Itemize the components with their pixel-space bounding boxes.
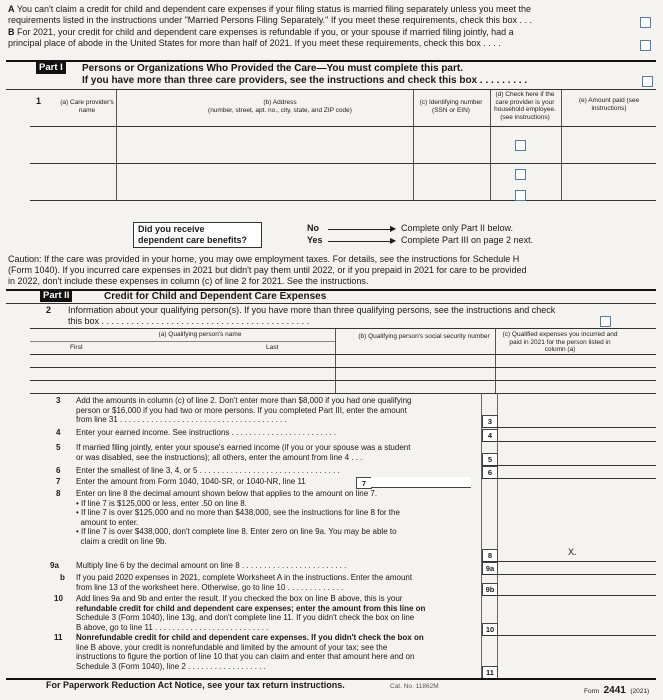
divider bbox=[30, 126, 656, 127]
divider bbox=[482, 478, 656, 479]
divider bbox=[6, 89, 656, 90]
divider bbox=[482, 427, 656, 428]
line6-text: Enter the smallest of line 3, 4, or 5 . . . . . . . . . . . . . . . . . . . . . . . . . . . . . . . . bbox=[76, 466, 340, 475]
line10-text3: Schedule 3 (Form 1040), line 13g, and don't complete line 11. If you didn't check the box on line bbox=[76, 613, 415, 622]
part1-more-providers-checkbox[interactable] bbox=[642, 76, 653, 87]
line9b-text1: If you paid 2020 expenses in 2021, complete Worksheet A in the instructions. Enter the amount bbox=[76, 573, 413, 582]
line5-box-label: 5 bbox=[482, 453, 498, 466]
line-a-text2: requirements listed in the instructions under "Married Persons Filing Separately." If you meet these requirements, check this box bbox=[8, 15, 517, 25]
part1-badge: Part I bbox=[36, 62, 66, 74]
line11-text3: instructions to figure the portion of line 10 that you can claim and enter that amount here and on bbox=[76, 652, 415, 661]
divider bbox=[482, 635, 656, 636]
line3-text2: person or $16,000 if you had two or more persons. If you completed Part III, enter the amount bbox=[76, 405, 407, 415]
col-b-address-title: (b) Address bbox=[263, 99, 297, 106]
col-b-qualifying-person-ssn: (b) Qualifying person's social security number bbox=[358, 333, 490, 340]
caution-text bbox=[8, 254, 658, 287]
divider bbox=[482, 465, 656, 466]
line7-text: Enter the amount from Form 1040, 1040-SR, or 1040-NR, line 11 bbox=[76, 477, 306, 486]
line7-number: 7 bbox=[56, 477, 61, 486]
line6-text1: Enter the smallest of line 3, 4, or 5 bbox=[76, 466, 198, 475]
divider bbox=[490, 90, 491, 200]
line8-bullet3a: • If line 7 is over $438,000, don't complete line 8. Enter zero on line 9a. You may be able to bbox=[76, 527, 397, 536]
line-b-text1: For 2021, your credit for child and dependent care expenses is refundable if you, or your spouse if married filing jointly, had a bbox=[17, 27, 514, 37]
form-number bbox=[584, 680, 649, 698]
line8-text bbox=[76, 489, 476, 546]
divider bbox=[30, 200, 656, 201]
line8-bullet3b: claim a credit on line 9b. bbox=[80, 536, 167, 546]
col-b-address-detail: (number, street, apt. no., city, state, and ZIP code) bbox=[208, 106, 352, 114]
line10-box-label: 10 bbox=[482, 623, 498, 636]
line2-text2: this box bbox=[68, 316, 100, 326]
line-a-label: A bbox=[8, 4, 15, 14]
line3-number: 3 bbox=[56, 396, 61, 405]
arrow-no-line bbox=[328, 229, 394, 230]
line-b-label: B bbox=[8, 27, 15, 37]
col-e-amount-paid: (e) Amount paid (see instructions) bbox=[578, 97, 640, 112]
line11-box-label: 11 bbox=[482, 666, 498, 679]
question-line2: dependent care benefits? bbox=[138, 235, 248, 245]
divider bbox=[413, 90, 414, 200]
line10-number: 10 bbox=[54, 594, 63, 603]
line3-box-label: 3 bbox=[482, 415, 498, 428]
part2-badge: Part II bbox=[40, 290, 72, 302]
line2-number: 2 bbox=[46, 305, 52, 315]
dependent-care-benefits-question bbox=[133, 222, 262, 248]
caution-line3: in 2022, don't include these expenses in column (c) of line 2 for 2021. See the instructions. bbox=[8, 276, 369, 286]
line4-text1: Enter your earned income. See instructions bbox=[76, 428, 230, 437]
provider-row1-household-checkbox[interactable] bbox=[515, 140, 526, 151]
line3-text1: Add the amounts in column (c) of line 2. Don't enter more than $8,000 if you had one qualifying bbox=[76, 396, 412, 405]
line9a-text1: Multiply line 6 by the decimal amount on line 8 bbox=[76, 561, 240, 570]
line10-text4: B above, go to line 11 bbox=[76, 622, 153, 632]
line5-text: If married filing jointly, enter your spouse's earned income (if you or your spouse was a student or was disabled, see the instructions); all others, enter the amount from line 4 . . . bbox=[76, 443, 411, 462]
no-action: Complete only Part II below. bbox=[401, 223, 514, 233]
line10-text: Add lines 9a and 9b and enter the result. If you checked the box on line B above, this is your refundable credit for child and dependent care expenses; enter the amount from this line on Schedule 3 (Form 1040), line 13g, and don't complete line 11. If you didn't check the box on line B above, go to line 11 . . . . . . . . . . . . . . . . . . . . . . . . . . bbox=[76, 594, 426, 632]
col-c-qualified-expenses: (c) Qualified expenses you incurred and paid in 2021 for the person listed in column (a) bbox=[502, 331, 618, 353]
part1-title-line1: Persons or Organizations Who Provided the Care—You must complete this part. bbox=[82, 63, 463, 74]
paperwork-notice: For Paperwork Reduction Act Notice, see your tax return instructions. bbox=[46, 680, 345, 690]
line2-text: Information about your qualifying person(s). If you have more than three qualifying persons, see the instructions and check this box . . . . . . . . . . . . . . . . . . . . . . . . . . . . . . . . . . . . . . . . . . bbox=[68, 305, 556, 326]
line5-text1: If married filing jointly, enter your spouse's earned income (if you or your spouse was a student bbox=[76, 443, 411, 452]
line1-number: 1 bbox=[36, 96, 42, 106]
line8-bullet1: • If line 7 is $125,000 or less, enter .50 on line 8. bbox=[76, 498, 247, 508]
line8-value[interactable]: X. bbox=[568, 547, 577, 557]
form-id: 2441 bbox=[603, 685, 626, 696]
col-a-last: Last bbox=[266, 344, 279, 351]
line5-number: 5 bbox=[56, 443, 61, 452]
line9b-text: If you paid 2020 expenses in 2021, complete Worksheet A in the instructions. Enter the amount from line 13 of the worksheet here. Otherwise, go to line 10 . . . . . . . . . . . . . bbox=[76, 573, 413, 592]
part1-title-line2: If you have more than three care providers, see the instructions and check this box bbox=[82, 75, 478, 86]
divider bbox=[30, 341, 335, 342]
line7-box-label: 7 bbox=[356, 477, 372, 489]
line8-number: 8 bbox=[56, 489, 61, 498]
caution-line2: (Form 1040). If you incurred care expenses in 2021 but didn't pay them until 2022, or if you prepaid in 2021 for care to be provided bbox=[8, 265, 527, 275]
arrow-right-icon: ▶ bbox=[390, 236, 397, 245]
line-a-text1: You can't claim a credit for child and dependent care expenses if your filing status is married filing separately unless you meet the bbox=[16, 4, 532, 14]
line8-box-label: 8 bbox=[482, 549, 498, 562]
col-a-care-provider-name: (a) Care provider's name bbox=[60, 99, 114, 114]
divider bbox=[482, 441, 656, 442]
divider bbox=[30, 393, 656, 394]
divider bbox=[561, 90, 562, 200]
line9a-number: 9a bbox=[50, 561, 59, 570]
divider bbox=[6, 303, 656, 304]
line3-text: Add the amounts in column (c) of line 2. Don't enter more than $8,000 if you had one qualifying person or $16,000 if you had two or more persons. If you completed Part III, enter the amount from line 31 . . . . . . . . . . . . . . . . . . . . . . . . . . . . . . . . . . . . . . bbox=[76, 396, 412, 424]
yes-action: Complete Part III on page 2 next. bbox=[401, 235, 534, 245]
line6-box-label: 6 bbox=[482, 466, 498, 479]
answer-yes: Yes bbox=[307, 235, 323, 245]
line11-text2: line B above, your credit is nonrefundable and limited by the amount of your tax; see the bbox=[76, 642, 388, 652]
line5-text2: or was disabled, see the instructions); all others, enter the amount from line 4 bbox=[76, 452, 350, 462]
form-year: (2021) bbox=[630, 688, 650, 695]
line4-box-label: 4 bbox=[482, 429, 498, 442]
divider bbox=[116, 90, 117, 200]
divider bbox=[30, 367, 656, 368]
col-a-qualifying-person-name: (a) Qualifying person's name bbox=[158, 331, 242, 338]
caution-line1: Caution: If the care was provided in your home, you may owe employment taxes. For details, see the instructions for Schedule H bbox=[8, 254, 520, 264]
line-b: B For 2021, your credit for child and dependent care expenses is refundable if you, or your spouse if married filing jointly, had a principal place of abode in the United States for more than half of 2021. If you meet these requirements, check this box . . . . bbox=[8, 27, 514, 48]
question-line1: Did you receive bbox=[138, 224, 205, 234]
line2-more-persons-checkbox[interactable] bbox=[600, 316, 611, 327]
provider-row2-household-checkbox[interactable] bbox=[515, 169, 526, 180]
line11-text1: Nonrefundable credit for child and dependent care expenses. If you didn't check the box on bbox=[76, 633, 424, 642]
divider bbox=[30, 380, 656, 381]
line7-amount-input[interactable] bbox=[371, 477, 471, 488]
arrow-yes-line bbox=[328, 241, 394, 242]
provider-row3-household-checkbox[interactable] bbox=[515, 190, 526, 201]
line11-text4: Schedule 3 (Form 1040), line 2 bbox=[76, 661, 186, 671]
line11-number: 11 bbox=[54, 633, 63, 642]
line10-text1: Add lines 9a and 9b and enter the result. If you checked the box on line B above, this is your bbox=[76, 594, 403, 603]
divider bbox=[30, 328, 656, 329]
line-a: A You can't claim a credit for child and dependent care expenses if your filing status is married filing separately unless you meet the requirements listed in the instructions under "Married Persons Filing Separately." If you meet these requirements, check this box . . . bbox=[8, 4, 532, 25]
line8-text1: Enter on line 8 the decimal amount shown below that applies to the amount on line 7. bbox=[76, 489, 378, 498]
divider bbox=[482, 574, 656, 575]
divider bbox=[30, 354, 656, 355]
line4-number: 4 bbox=[56, 428, 61, 437]
col-c-identifying-number: (c) Identifying number (SSN or EIN) bbox=[419, 99, 483, 114]
catalog-number: Cat. No. 11862M bbox=[390, 683, 439, 690]
divider bbox=[335, 329, 336, 393]
divider bbox=[482, 595, 656, 596]
arrow-right-icon: ▶ bbox=[390, 224, 397, 233]
line9b-number: b bbox=[60, 573, 65, 582]
col-b-address bbox=[190, 99, 370, 114]
line8-bullet2a: • If line 7 is over $125,000 and no more than $438,000, see the instructions for line 8 for the bbox=[76, 508, 400, 517]
form-prefix: Form bbox=[584, 688, 600, 695]
divider bbox=[6, 60, 656, 62]
part1-title: Persons or Organizations Who Provided the Care—You must complete this part. If you have more than three care providers, see the instructions and check this box . . . . . . . . . bbox=[82, 63, 528, 86]
col-d-household-employee: (d) Check here if the care provider is your household employee. (see instructions) bbox=[494, 91, 556, 121]
part2-title: Credit for Child and Dependent Care Expenses bbox=[104, 291, 327, 302]
divider bbox=[495, 329, 496, 393]
divider bbox=[30, 163, 656, 164]
line9a-text: Multiply line 6 by the decimal amount on line 8 . . . . . . . . . . . . . . . . . . . . . . . . bbox=[76, 561, 347, 570]
line9a-box-label: 9a bbox=[482, 562, 498, 575]
line9b-text2: from line 13 of the worksheet here. Otherwise, go to line 10 bbox=[76, 582, 286, 592]
line3-text3: from line 31 bbox=[76, 415, 118, 424]
col-a-first: First bbox=[70, 344, 83, 351]
line4-text: Enter your earned income. See instructions . . . . . . . . . . . . . . . . . . . . . . . . bbox=[76, 428, 337, 437]
divider bbox=[482, 561, 656, 562]
line9b-box-label: 9b bbox=[482, 583, 498, 596]
line11-text: Nonrefundable credit for child and dependent care expenses. If you didn't check the box on line B above, your credit is nonrefundable and limited by the amount of your tax; see the instructions to figure the portion of line 10 that you can claim and enter that amount here and on Schedule 3 (Form 1040), line 2 . . . . . . . . . . . . . . . . . . bbox=[76, 633, 424, 671]
line-b-text2: principal place of abode in the United States for more than half of 2021. If you meet these requirements, check this box bbox=[8, 38, 481, 48]
line6-number: 6 bbox=[56, 466, 61, 475]
answer-no: No bbox=[307, 223, 319, 233]
line8-bullet2b: amount to enter. bbox=[80, 517, 139, 527]
line2-text1: Information about your qualifying person(s). If you have more than three qualifying persons, see the instructions and check bbox=[68, 305, 556, 315]
line-b-checkbox[interactable] bbox=[640, 40, 651, 51]
line10-text2: refundable credit for child and dependent care expenses; enter the amount from this line on bbox=[76, 603, 426, 613]
